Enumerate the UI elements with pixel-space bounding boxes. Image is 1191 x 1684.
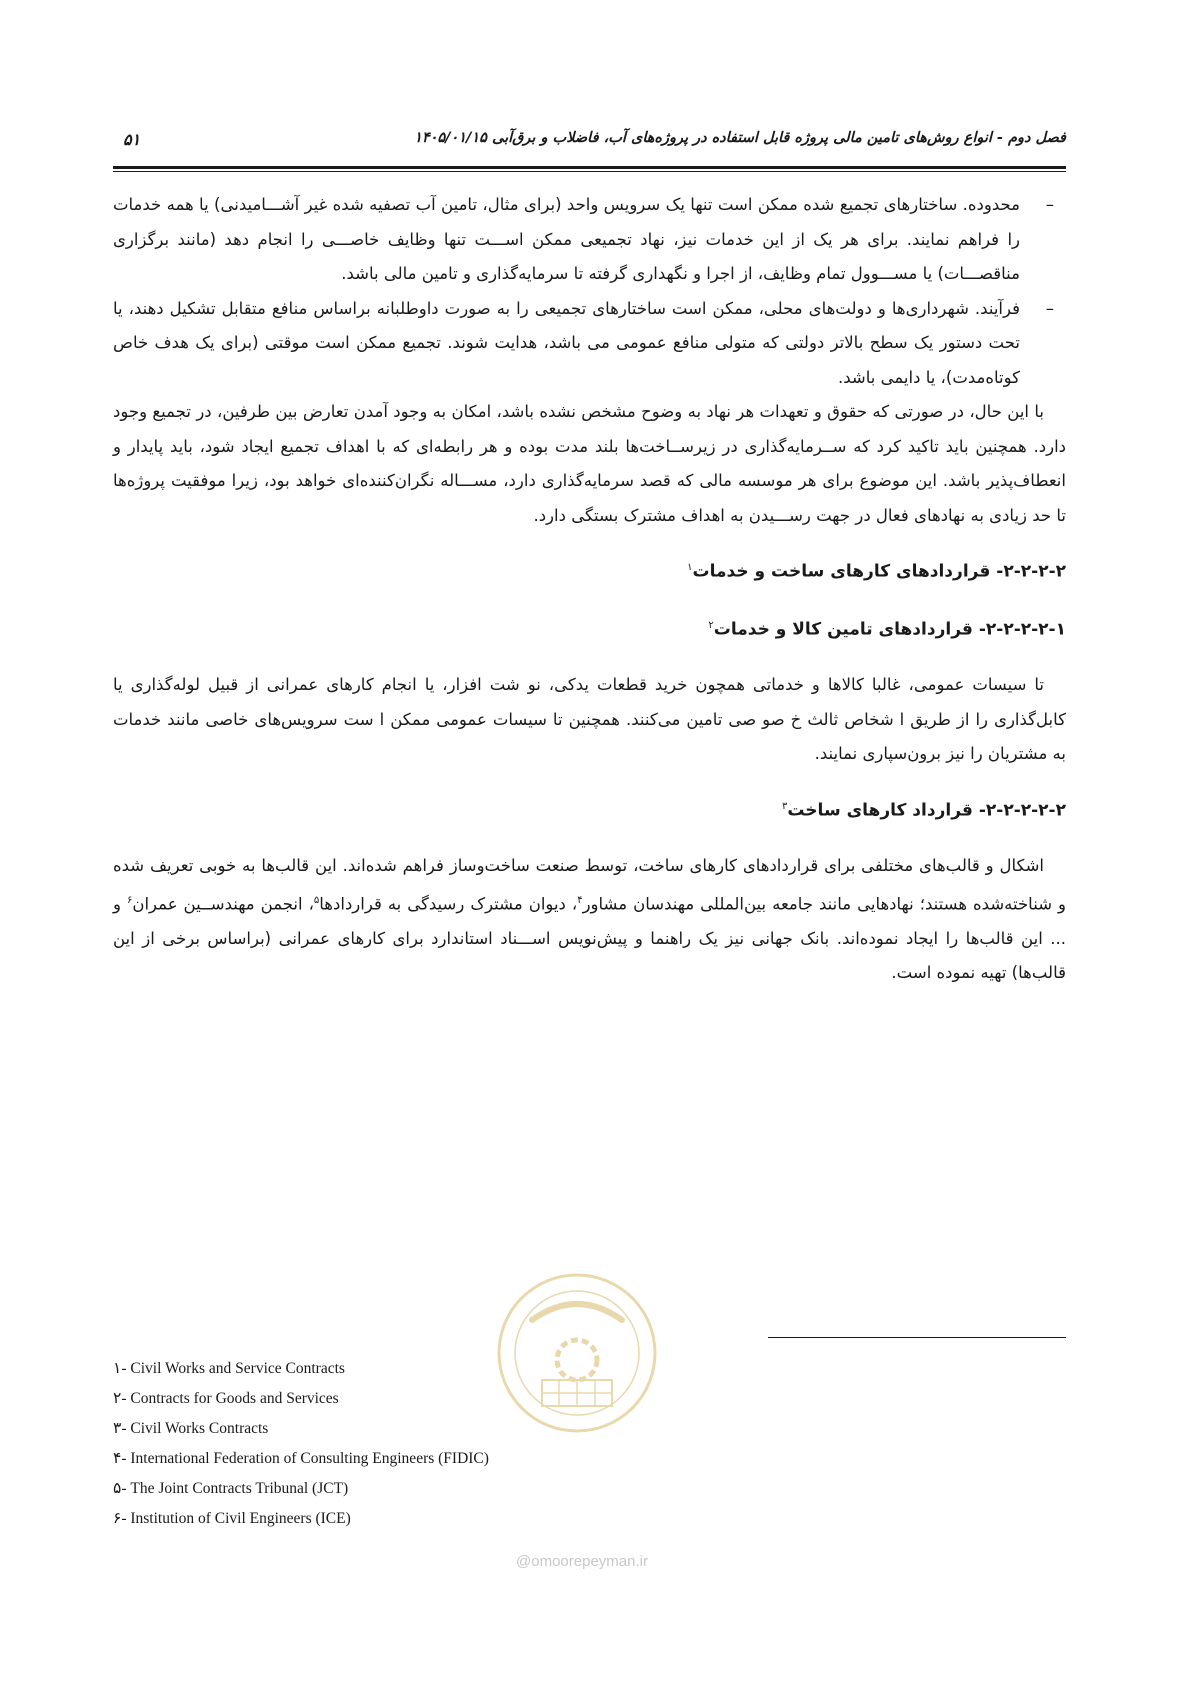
bullet-text: محدوده. ساختارهای تجمیع شده ممکن است تنها یک سرویس واحد (برای مثال، تامین آب تصفیه شده غیر آشـــامیدنی) یا همه خدمات را فراهم نمایند. برای هر یک از این خدمات نیز، نهاد تجمیعی ممکن اســـت تنها وظایف خاصـــی را انجام دهد (مانند برگزاری مناقصـــات) یا مســـوول تمام وظایف، از اجرا و نگهداری گرفته تا سرمایه‌گذاری و تامین مالی باشد. [113, 195, 1020, 283]
bullet-dash: – [1045, 195, 1054, 214]
watermark-logo [492, 1268, 662, 1438]
subsection-heading [113, 611, 1066, 645]
bullet-dash: – [1045, 298, 1054, 318]
footnote-ref: ۴ [577, 894, 583, 906]
footnote-ref: ۲ [708, 619, 714, 631]
running-header [113, 130, 1066, 158]
watermark-ring [499, 1275, 655, 1431]
header-rule-thick [113, 166, 1066, 169]
page-number: ۵۱ [123, 130, 141, 149]
paragraph-text: ، دیوان مشترک رسیدگی به قراردادها [319, 894, 578, 914]
gear-icon [557, 1340, 597, 1380]
section-heading [113, 553, 1066, 587]
footnote: ۱- Civil Works and Service Contracts [113, 1360, 345, 1377]
footnote: ۲- Contracts for Goods and Services [113, 1390, 339, 1407]
footnote-ref: ۶ [126, 894, 133, 906]
footnote: ۵- The Joint Contracts Tribunal (JCT) [113, 1480, 349, 1497]
paragraph-text: و ... این قالب‌ها را ایجاد نموده‌اند. بانک جهانی نیز یک راهنما و پیش‌نویس اســـناد استاندارد برای کارهای عمرانی (براساس برخی از این قالب‌ها) تهیه نموده است. [113, 894, 1066, 983]
footnote-rule [768, 1337, 1066, 1338]
running-header-title: فصل دوم - انواع روش‌های تامین مالی پروژه قابل استفاده در پروژه‌های آب، فاضلاب و برق‌آبی ۱۴۰۵/۰۱/۱۵ [414, 130, 1066, 146]
heading-text: ۲-۲-۲-۲-۲- قرارداد کارهای ساخت [787, 800, 1066, 821]
heading-text: ۲-۲-۲-۲-۱- قراردادهای تامین کالا و خدمات [713, 619, 1066, 640]
footnote: ۳- Civil Works Contracts [113, 1420, 269, 1437]
footnote: ۶- Institution of Civil Engineers (ICE) [113, 1510, 351, 1527]
bullet-item [113, 188, 1066, 292]
watermark-text: @omoorepeyman.ir [516, 1553, 648, 1570]
paragraph-text: ، انجمن مهندســین عمران [132, 894, 314, 914]
footnote-ref: ۱ [687, 562, 693, 573]
paragraph: با این حال، در صورتی که حقوق و تعهدات هر نهاد به وضوح مشخص نشده باشد، امکان به وجود آمدن تعارض بین طرفین، در تجمیع وجود دارد. همچنین باید تاکید کرد که ســرمایه‌گذاری در زیرســاخت‌ها بلند مدت بوده و هر رابطه‌ای که با اهداف تجمیع ایجاد شود، باید پایدار و انعطاف‌پذیر باشد. این موضوع برای هر موسسه مالی که قصد سرمایه‌گذاری دارد، مســـاله نگران‌کننده‌ای خواهد بود، زیرا موفقیت پروژه‌ها تا حد زیادی به نهادهای فعال در جهت رســـیدن به اهداف مشترک بستگی دارد. [113, 402, 1066, 525]
header-rule-thin [113, 171, 1066, 172]
paragraph [113, 849, 1066, 991]
footnote-ref: ۵ [313, 894, 320, 906]
subsection-heading [113, 792, 1066, 826]
watermark-calligraphy [532, 1304, 622, 1320]
paragraph: تا سیسات عمومی، غالبا کالاها و خدماتی همچون خرید قطعات یدکی، نو شت افزار، یا انجام کارهای عمرانی از قبیل لوله‌گذاری یا کابل‌گذاری را از طریق ا شخاص ثالث خ صو صی تامین می‌کنند. همچنین تا سیسات عمومی ممکن ا ست سرویس‌های خاصی مانند خدمات به مشتریان را نیز برون‌سپاری نمایند. [113, 675, 1066, 764]
footnote: ۴- International Federation of Consulting Engineers (FIDIC) [113, 1450, 489, 1467]
page-body [113, 188, 1066, 1011]
heading-text: ۲-۲-۲-۲- قراردادهای کارهای ساخت و خدمات [692, 561, 1066, 582]
bullet-item [113, 292, 1066, 396]
bullet-list [113, 188, 1066, 395]
bullet-text: فرآیند. شهرداری‌ها و دولت‌های محلی، ممکن است ساختارهای تجمیعی را به صورت داوطلبانه براساس منافع متقابل تشکیل دهند، یا تحت دستور یک سطح بالاتر دولتی که متولی منافع عمومی می باشد، هدایت شوند. تجمیع ممکن است موقتی (برای یک هدف خاص کوتاه‌مدت)، یا دایمی باشد. [113, 298, 1020, 387]
paragraph-text: اشکال و قالب‌های مختلفی برای قراردادهای کارهای ساخت، توسط صنعت ساخت‌وساز فراهم شده‌اند. این قالب‌ها به خوبی تعریف شده و شناخته‌شده هستند؛ نهادهایی مانند جامعه بین‌المللی مهندسان مشاور [113, 856, 1066, 914]
footnote-ref: ۳ [781, 800, 788, 812]
